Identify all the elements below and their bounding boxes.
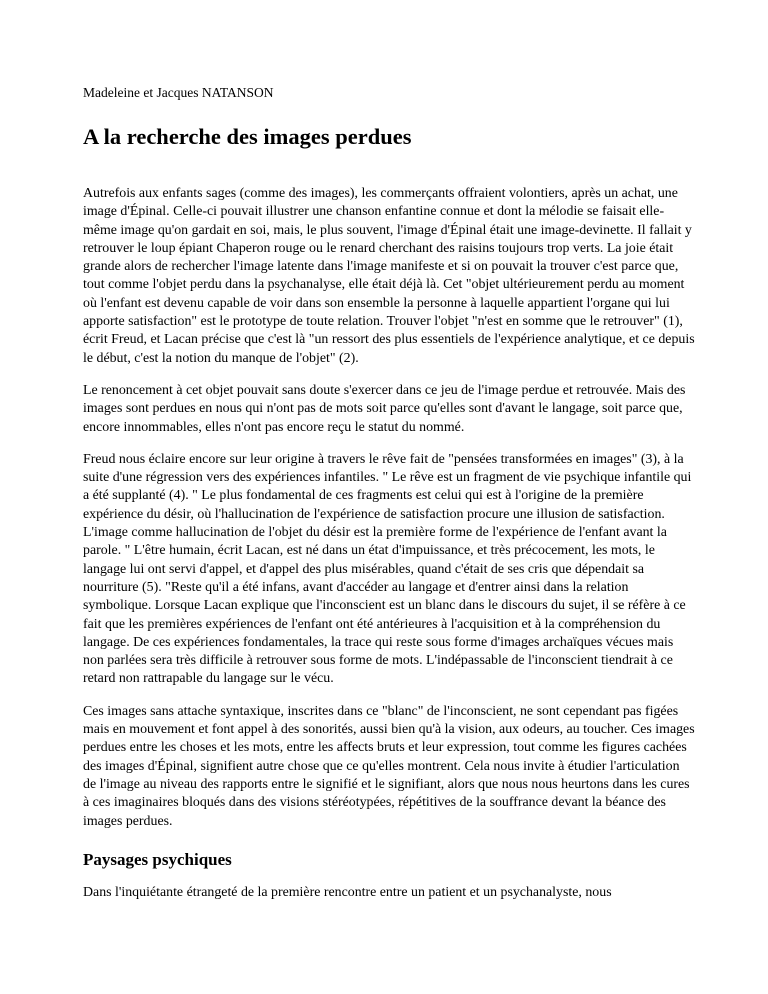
section-heading: Paysages psychiques xyxy=(83,849,232,869)
document-title: A la recherche des images perdues xyxy=(83,124,412,149)
section-paragraph: Dans l'inquiétante étrangeté de la première rencontre entre un patient et un psychanalyste, nous xyxy=(83,884,612,900)
paragraph: Ces images sans attache syntaxique, inscrites dans ce "blanc" de l'inconscient, ne sont cependant pas figées mais en mouvement et font appel à des sonorités, aussi bien qu'à la vision, aux odeurs, au toucher. Ces images perdues entre les choses et les mots, entre les affects bruts et leur expression, tout comme les figures cachées des images d'Épinal, signifient autre chose que ce qu'elles montrent. Cela nous invite à étudier l'articulation de l'image au niveau des rapports entre le signifié et le signifiant, alors que nous nous heurtons dans les cures à ces imaginaires bloqués dans des visions stéréotypées, répétitives de la souffrance devant la béance des images perdues. xyxy=(83,703,695,829)
paragraph: Le renoncement à cet objet pouvait sans doute s'exercer dans ce jeu de l'image perdue et retrouvée. Mais des images sont perdues en nous qui n'ont pas de mots soit parce qu'elles sont d'avant le langage, soit parce que, encore innommables, elles n'ont pas encore reçu le statut du nommé. xyxy=(83,382,686,435)
paragraph: Autrefois aux enfants sages (comme des images), les commerçants offraient volontiers, après un achat, une image d'Épinal. Celle-ci pouvait illustrer une chanson enfantine connue et dont la mélodie se faisait elle-même image qu'on gardait en soi, mais, le plus souvent, l'image d'Épinal était une image-devinette. Il fallait y retrouver le loup épiant Chaperon rouge ou le renard cherchant des raisins toujours trop verts. La joie était grande alors de rechercher l'image latente dans l'image manifeste et si on pouvait la trouver c'est parce que, tout comme l'objet perdu dans la psychanalyse, elle était déjà là. Cet "objet ultérieurement perdu au moment où l'enfant est devenu capable de voir dans son ensemble la personne à laquelle appartient l'organe qui lui apporte satisfaction" est le prototype de toute relation. Trouver l'objet "n'est en somme que le retrouver" (1), écrit Freud, et Lacan précise que c'est là "un ressort des plus essentiels de l'expérience analytique, et ce depuis le début, c'est la notion du manque de l'objet" (2). xyxy=(83,186,695,366)
authors-line: Madeleine et Jacques NATANSON xyxy=(83,85,274,100)
document-page xyxy=(83,84,695,916)
paragraph: Freud nous éclaire encore sur leur origine à travers le rêve fait de "pensées transformées en images" (3), à la suite d'une régression vers des expériences infantiles. " Le rêve est un fragment de vie psychique infantile qui a été supplanté (4). " Le plus fondamental de ces fragments est celui qui est à l'origine de la première expérience du désir, où l'hallucination de l'expérience de satisfaction procure une illusion de satisfaction. L'image comme hallucination de l'objet du désir est la première forme de l'expérience de l'enfant avant la parole. " L'être humain, écrit Lacan, est né dans un état d'impuissance, et très précocement, les mots, le langage lui ont servi d'appel, et d'appel des plus misérables, quand c'était de ses cris que dépendait sa nourriture (5). "Reste qu'il a été infans, avant d'accéder au langage et d'entrer ainsi dans la relation symbolique. Lorsque Lacan explique que l'inconscient est un blanc dans le discours du sujet, il se réfère à ce fait que les premières expériences de l'enfant ont été antérieures à l'acquisition et à la compréhension du langage. De ces expériences fondamentales, la trace qui reste sous forme d'images archaïques vécues mais non parlées sera très difficile à retrouver sous forme de mots. L'indépassable de l'inconscient tiendrait à ce retard non rattrapable du langage sur le vécu. xyxy=(83,451,692,687)
